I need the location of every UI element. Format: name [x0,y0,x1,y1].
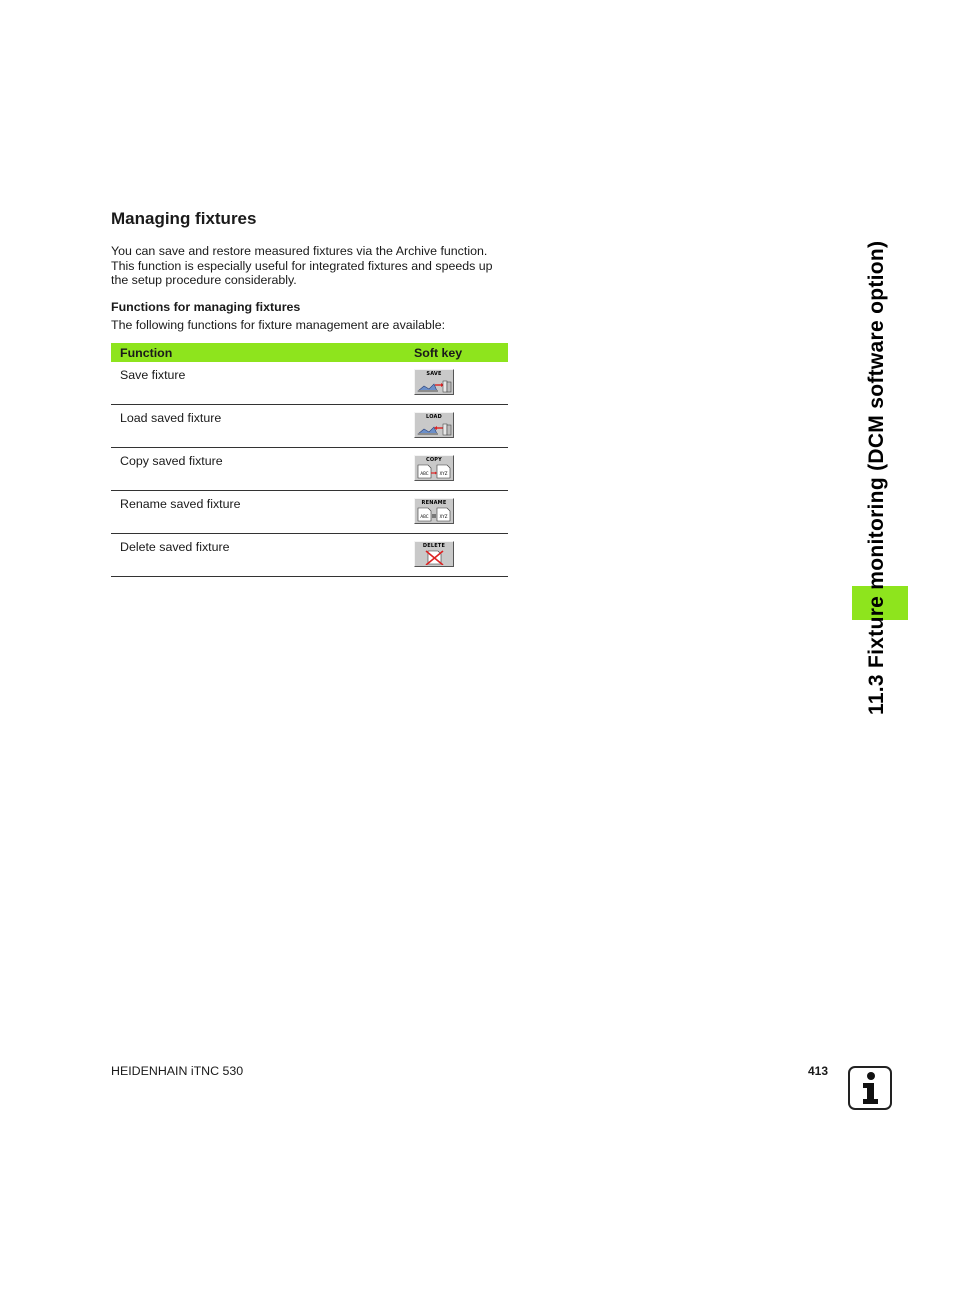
rename-file-icon [417,507,452,522]
save-softkey[interactable] [414,369,454,395]
softkey-label: RENAME [421,500,447,506]
softkey-from-text: ABC [420,471,429,476]
header-softkey: Soft key [414,343,508,362]
softkey-from-text: ABC [420,514,429,519]
footer-product: HEIDENHAIN iTNC 530 [111,1064,244,1078]
copy-softkey[interactable] [414,455,454,481]
table-row [111,362,508,405]
table-row [111,405,508,448]
subsection-text: The following functions for fixture management are available: [111,318,446,332]
load-fixture-icon [417,421,452,436]
functions-table [111,343,508,577]
copy-file-icon [417,464,452,479]
softkey-label: LOAD [426,414,442,420]
softkey-label: DELETE [422,543,446,549]
intro-paragraph [111,244,511,288]
page-number: 413 [808,1064,829,1078]
intro-line: the setup procedure considerably. [111,273,297,288]
delete-file-icon [417,550,452,565]
intro-line: This function is especially useful for integrated fixtures and speeds up [111,258,493,273]
table-header-row [111,343,508,362]
info-icon [848,1066,892,1110]
intro-line: You can save and restore measured fixtures via the Archive function. [111,244,488,258]
softkey-label: COPY [425,457,442,463]
softkey-label: SAVE [426,371,442,377]
function-name: Load saved fixture [111,405,414,448]
softkey-to-text: XYZ [439,471,448,476]
table-row [111,534,508,577]
function-name: Save fixture [111,362,414,405]
function-name: Rename saved fixture [111,491,414,534]
section-title: Managing fixtures [111,209,257,228]
function-name: Copy saved fixture [111,448,414,491]
delete-softkey[interactable] [414,541,454,567]
save-fixture-icon [417,378,452,393]
rename-softkey[interactable] [414,498,454,524]
table-row [111,448,508,491]
softkey-to-text: XYZ [439,514,448,519]
chapter-title: 11.3 Fixture monitoring (DCM software option) [865,240,888,715]
subsection-title: Functions for managing fixtures [111,300,301,314]
info-glyph [850,1068,890,1108]
load-softkey[interactable] [414,412,454,438]
function-name: Delete saved fixture [111,534,414,577]
header-function: Function [111,343,414,362]
table-row [111,491,508,534]
